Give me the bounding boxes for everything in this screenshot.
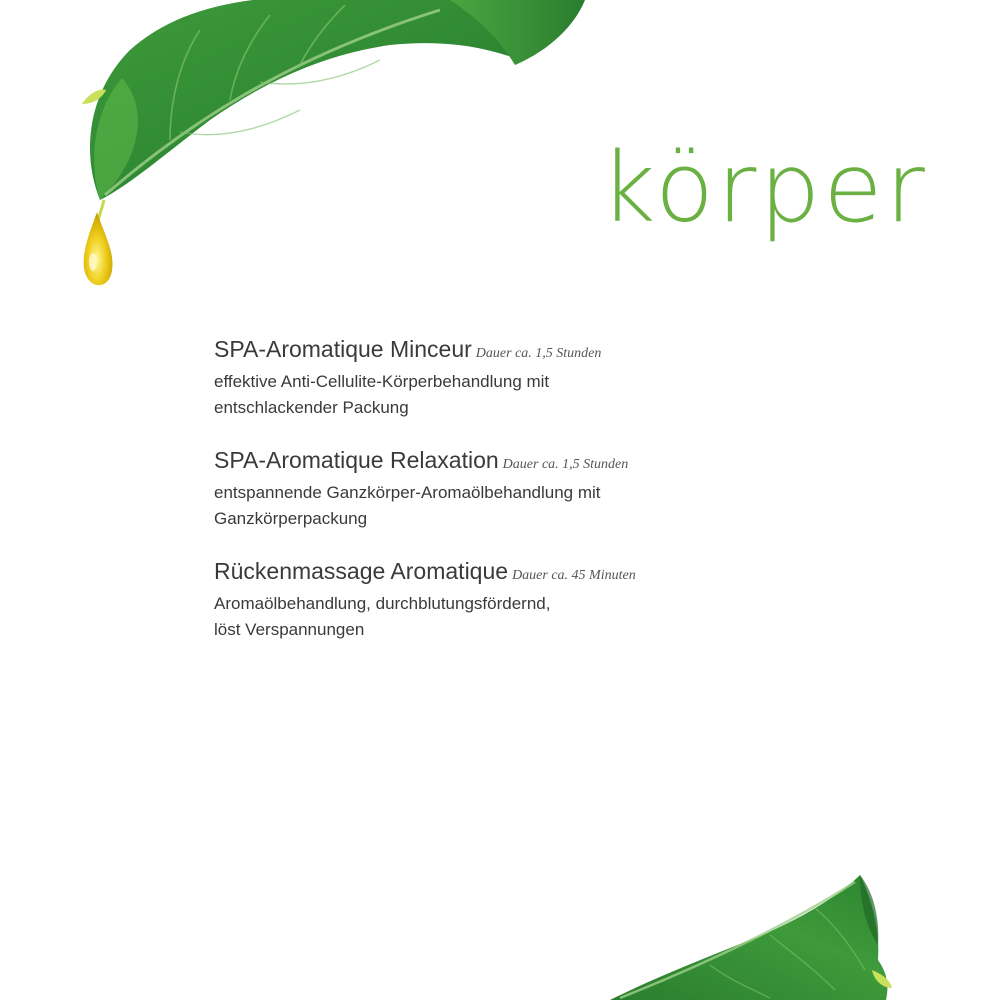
service-description: entspannende Ganzkörper-Aromaölbehandlung mit Ganzkörperpackung bbox=[214, 483, 601, 528]
service-name: SPA-Aromatique Relaxation bbox=[214, 447, 499, 473]
service-item bbox=[214, 556, 774, 643]
service-heading bbox=[214, 334, 774, 369]
service-heading bbox=[214, 445, 774, 480]
service-duration: Dauer ca. 1,5 Stunden bbox=[502, 457, 629, 472]
page-title: körper bbox=[600, 132, 928, 244]
service-item bbox=[214, 445, 774, 532]
service-heading bbox=[214, 556, 774, 591]
service-name: SPA-Aromatique Minceur bbox=[214, 336, 472, 362]
service-duration: Dauer ca. 1,5 Stunden bbox=[475, 346, 602, 361]
service-duration: Dauer ca. 45 Minuten bbox=[512, 568, 636, 583]
leaf-illustration bbox=[610, 870, 910, 1000]
service-name: Rückenmassage Aromatique bbox=[214, 558, 509, 584]
service-description: effektive Anti-Cellulite-Körperbehandlung mit entschlackender Packung bbox=[214, 372, 550, 417]
leaf-with-oil-drop-illustration bbox=[60, 0, 600, 300]
service-item bbox=[214, 334, 774, 421]
services-list bbox=[214, 334, 774, 667]
service-description: Aromaölbehandlung, durchblutungsfördernd, löst Verspannungen bbox=[214, 594, 551, 639]
